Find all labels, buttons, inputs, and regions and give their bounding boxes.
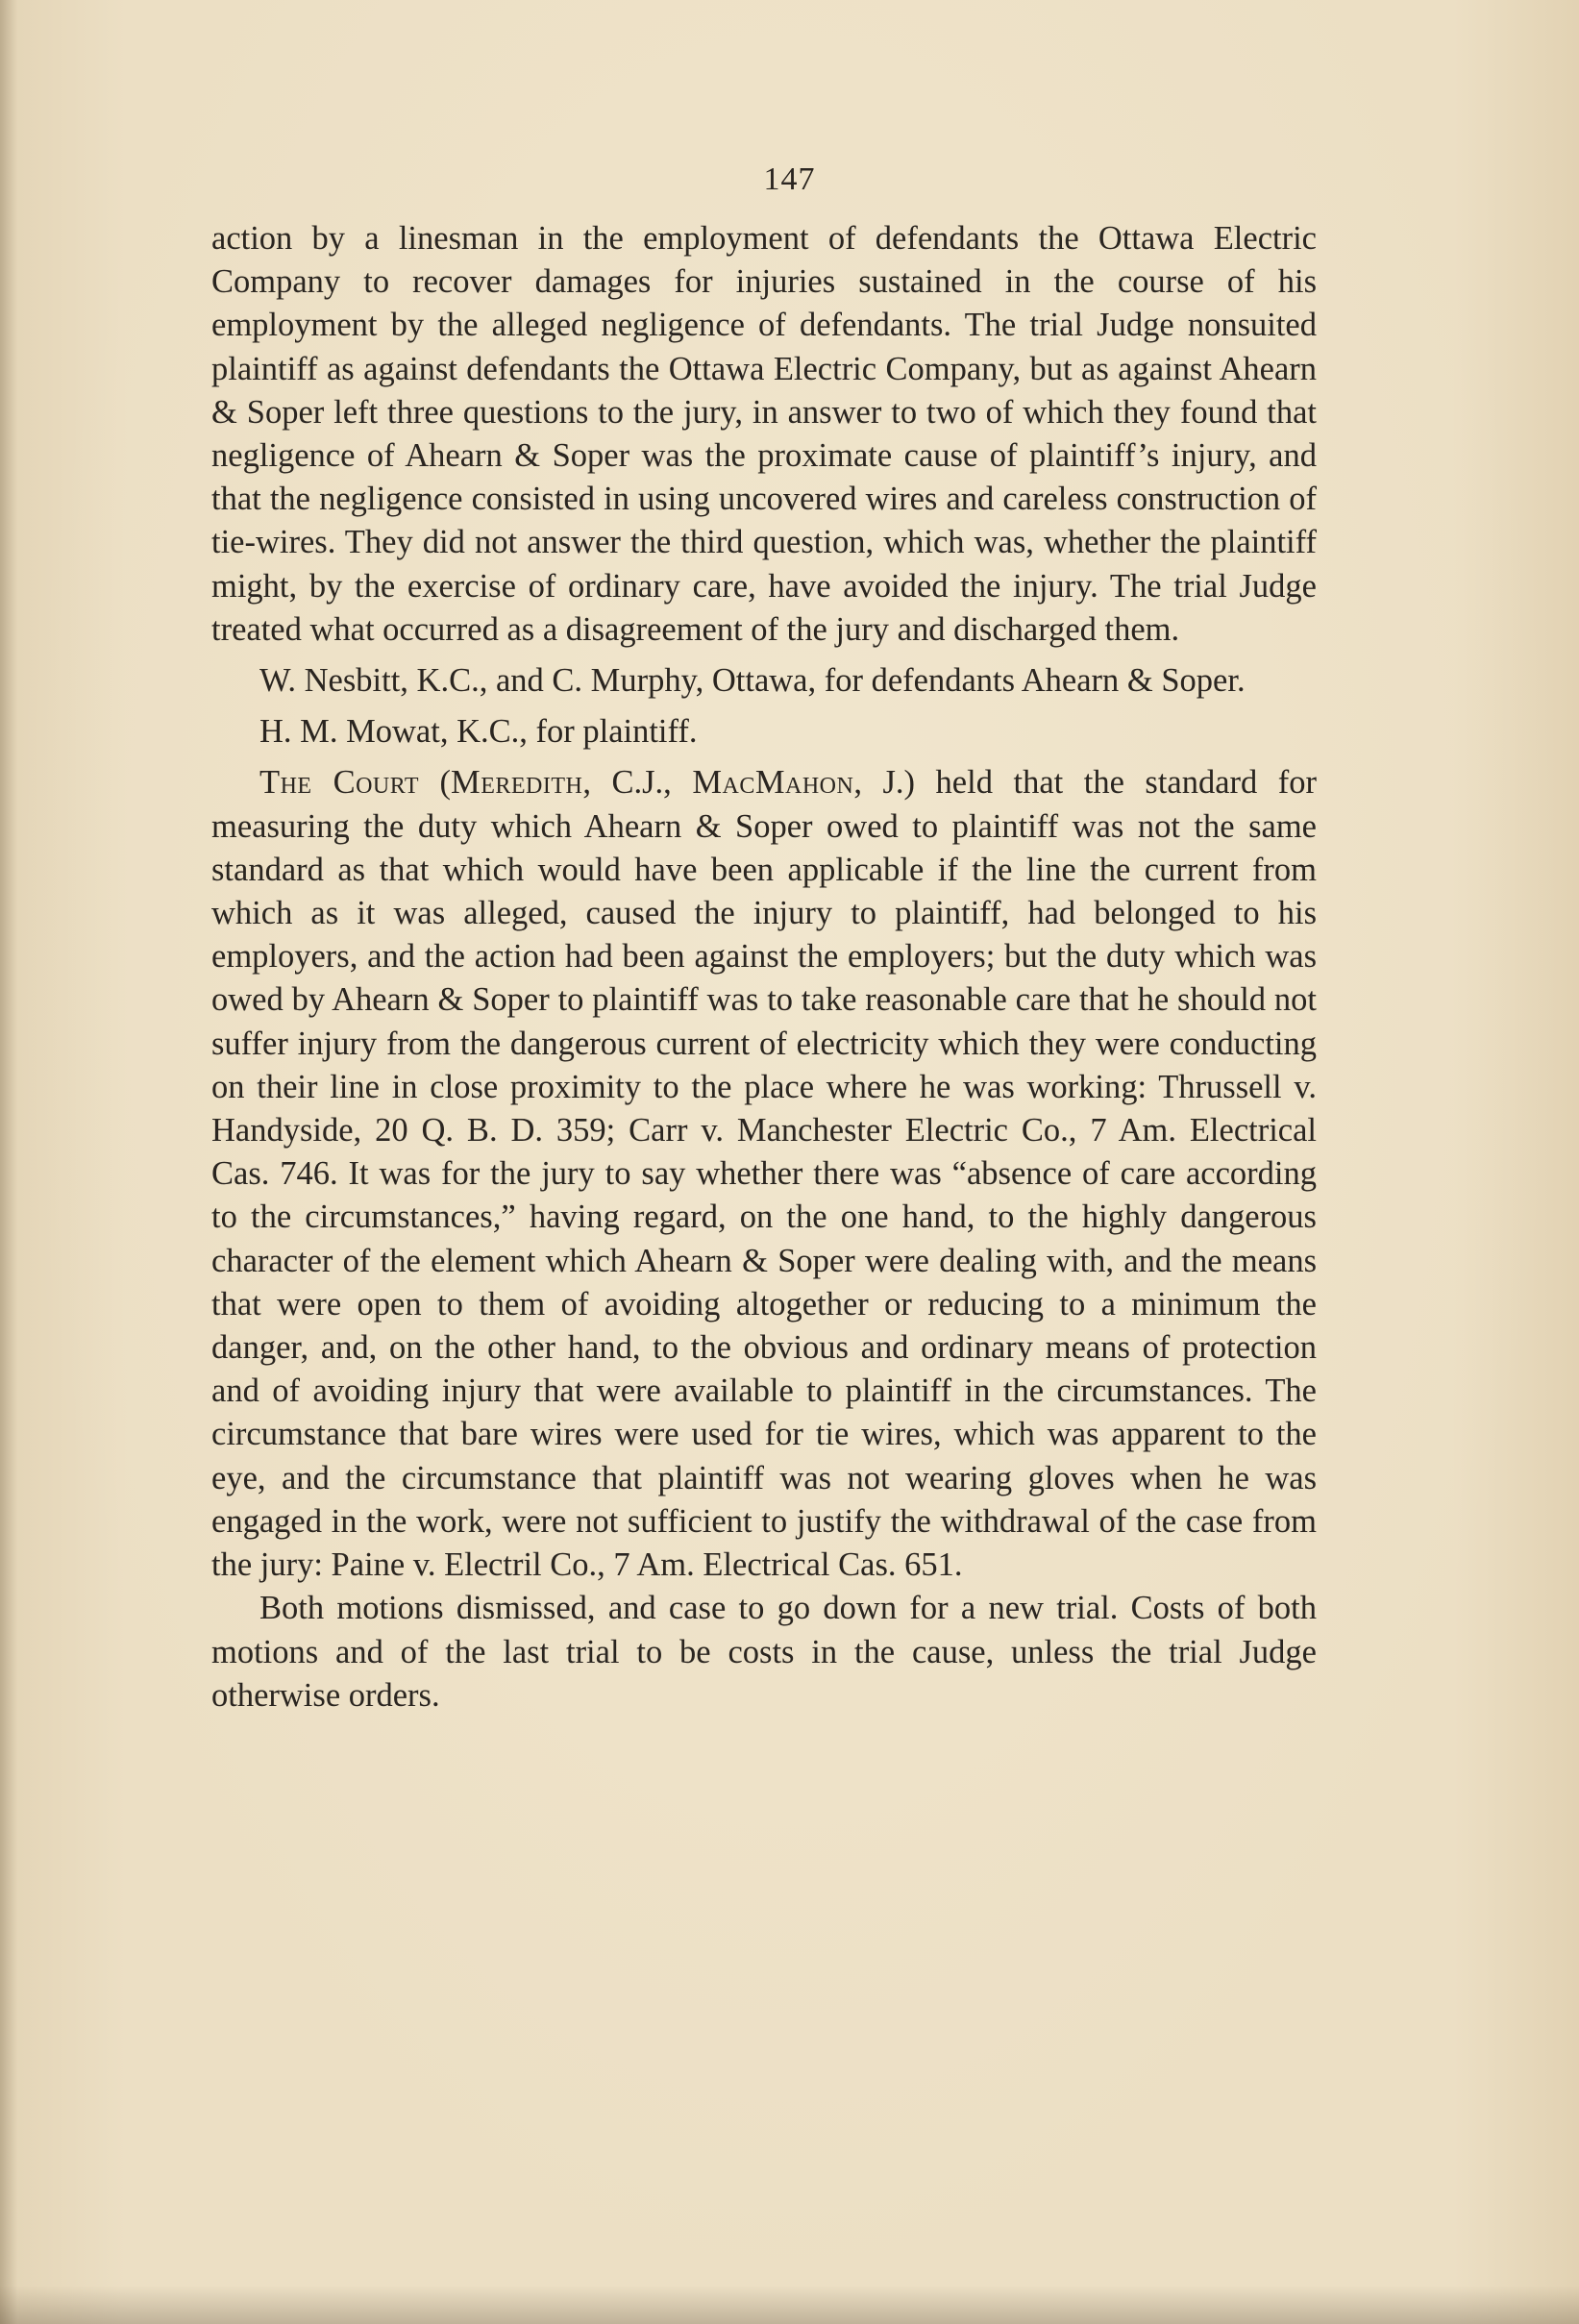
court-label: The Court [259,764,419,802]
page-edge-shadow [0,0,17,2324]
court-mid-text: , C.J., [582,764,693,802]
paragraph-disposition: Both motions dismissed, and case to go down for a new trial. Costs of both motions and of the last trial to be costs in the cause, unless the trial Judge otherwise orders. [211,1590,1317,1714]
page-bottom-shadow [0,2286,1579,2324]
page-number: 147 [763,161,816,197]
judge-macmahon: MacMahon [692,764,854,802]
court-holding-text: , J.) held that the standard for measuring the duty which Ahearn & Soper owed to plaintiff was not the same standard as that which would have been applicable if the line the current from which as it was alleged, caused the injury to plaintiff, had belonged to his employers, and the action had been against the employers; but the duty which was owed by Ahearn & Soper to plaintiff was to take reasonable care that he should not suffer injury from the dangerous current of electricity which they were conducting on their line in close proximity to the place where he was working: Thrussell v. Handyside, 20 Q. B. D. 359; Carr v. Manchester Electric Co., 7 Am. Electrical Cas. 746. It was for the jury to say whether there was “absence of care according to the circumstances,” having regard, on the one hand, to the highly dangerous character of the element which Ahearn & Soper were dealing with, and the means that were open to them of avoiding altogether or reducing to a minimum the danger, and, on the other hand, to the obvious and ordinary means of protection and of avoiding injury that were available to plaintiff in the circumstances. The circumstance that bare wires were used for tie wires, which was apparent to the eye, and the circumstance that plaintiff was not wearing gloves when he was engaged in the work, were not sufficient to justify the withdrawal of the case from the jury: Paine v. Electril Co., 7 Am. Electrical Cas. 651. [211,764,1318,1584]
court-open-paren: ( [419,764,452,802]
paragraph-counsel-defendants: W. Nesbitt, K.C., and C. Murphy, Ottawa, for defendants Ahearn & Soper. [259,662,1246,700]
paragraph-counsel-plaintiff: H. M. Mowat, K.C., for plaintiff. [259,713,698,751]
judge-meredith: Meredith [451,764,583,802]
paragraph-court-holding [211,761,1317,1587]
body-text [211,217,1317,1718]
paragraph-case-summary: action by a linesman in the employment of defendants the Ottawa Electric Company to recover damages for injuries sustained in the course of his employment by the alleged negligence of defendants. The trial Judge nonsuited plaintiff as against defendants the Ottawa Electric Company, but as against Ahearn & Soper left three questions to the jury, in answer to two of which they found that negligence of Ahearn & Soper was the proximate cause of plaintiff’s injury, and that the negligence consisted in using uncovered wires and careless construction of tie-wires. They did not answer the third question, which was, whether the plaintiff might, by the exercise of ordinary care, have avoided the injury. The trial Judge treated what occurred as a disagreement of the jury and discharged them. [211,220,1317,648]
